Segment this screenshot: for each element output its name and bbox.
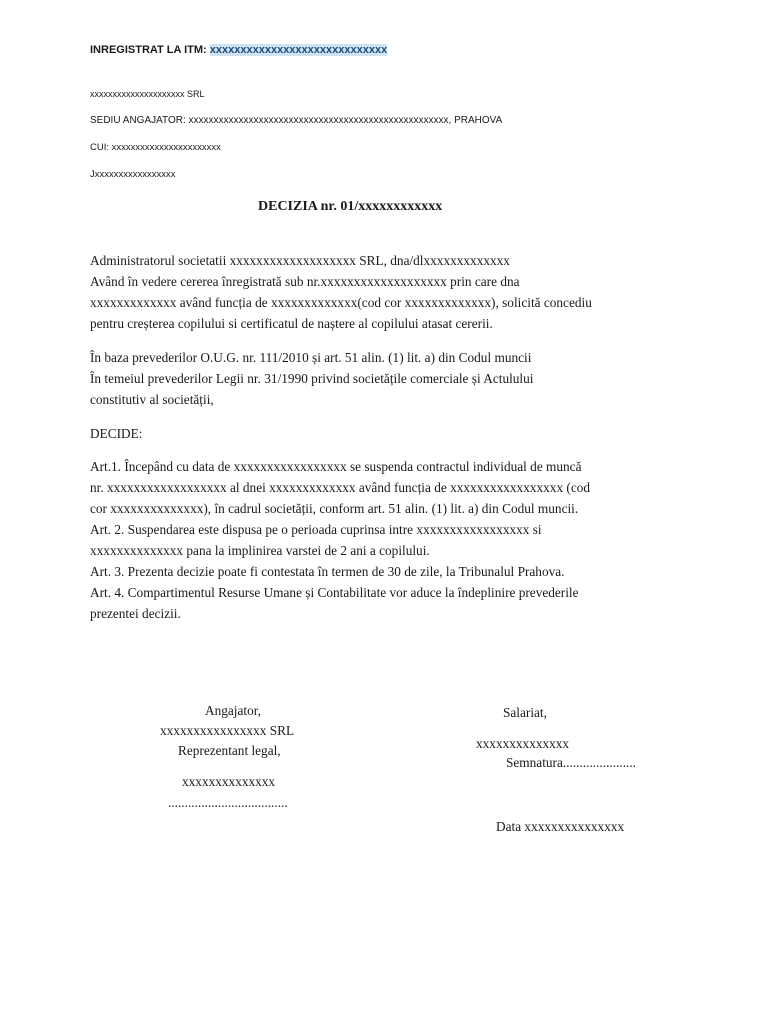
- employer-company: xxxxxxxxxxxxxxxx SRL: [160, 723, 295, 738]
- articles-paragraph: [90, 456, 690, 624]
- employer-rep-name: xxxxxxxxxxxxxx: [182, 774, 276, 789]
- article-line: cor xxxxxxxxxxxxxx), în cadrul societății, conform art. 51 alin. (1) lit. a) din Codul muncii.: [90, 501, 579, 516]
- employee-label: Salariat,: [503, 705, 547, 720]
- text-line: xxxxxxxxxxxxx având funcția de xxxxxxxxxxxxx(cod cor xxxxxxxxxxxxx), solicită concediu: [90, 295, 592, 310]
- legal-basis-paragraph: [90, 347, 690, 410]
- company-cui: CUI: xxxxxxxxxxxxxxxxxxxxxxx: [90, 142, 221, 153]
- itm-label: INREGISTRAT LA ITM:: [90, 44, 207, 56]
- intro-paragraph: [90, 250, 690, 334]
- article-line: nr. xxxxxxxxxxxxxxxxxx al dnei xxxxxxxxxxxxx având funcția de xxxxxxxxxxxxxxxxx (cod: [90, 480, 591, 495]
- itm-registration: [90, 44, 387, 56]
- text-line: Având în vedere cererea înregistrată sub nr.xxxxxxxxxxxxxxxxxxx prin care dna: [90, 274, 520, 289]
- company-name: xxxxxxxxxxxxxxxxxxxxx SRL: [90, 89, 205, 99]
- text-line: pentru creșterea copilului si certificatul de naștere al copilului atasat cererii.: [90, 316, 493, 331]
- decide-text: DECIDE:: [90, 426, 143, 441]
- employee-name: xxxxxxxxxxxxxx: [476, 736, 570, 751]
- article-line: xxxxxxxxxxxxxx pana la implinirea varstei de 2 ani a copilului.: [90, 543, 430, 558]
- employer-signature-line: ....................................: [168, 795, 288, 810]
- employer-address: SEDIU ANGAJATOR: xxxxxxxxxxxxxxxxxxxxxxxxxxxxxxxxxxxxxxxxxxxxxxxxxxxx, PRAHOVA: [90, 115, 503, 126]
- employee-signature-line: Semnatura......................: [506, 755, 636, 770]
- company-registry: Jxxxxxxxxxxxxxxxxx: [90, 169, 176, 180]
- article-line: Art. 4. Compartimentul Resurse Umane și Contabilitate vor aduce la îndeplinire prevederile: [90, 585, 579, 600]
- article-line: Art.1. Începând cu data de xxxxxxxxxxxxxxxxx se suspenda contractul individual de muncă: [90, 459, 582, 474]
- article-line: Art. 2. Suspendarea este dispusa pe o perioada cuprinsa intre xxxxxxxxxxxxxxxxx si: [90, 522, 542, 537]
- decision-title: DECIZIA nr. 01/xxxxxxxxxxxx: [258, 199, 443, 214]
- text-line: În baza prevederilor O.U.G. nr. 111/2010 și art. 51 alin. (1) lit. a) din Codul muncii: [90, 350, 532, 365]
- employer-label: Angajator,: [205, 703, 261, 718]
- itm-value: xxxxxxxxxxxxxxxxxxxxxxxxxxxxx: [209, 44, 388, 56]
- decide-heading: [90, 423, 690, 444]
- text-line: constitutiv al societății,: [90, 392, 214, 407]
- article-line: Art. 3. Prezenta decizie poate fi contestata în termen de 30 de zile, la Tribunalul Prahova.: [90, 564, 565, 579]
- employee-date: Data xxxxxxxxxxxxxxx: [496, 819, 625, 834]
- article-line: prezentei decizii.: [90, 606, 181, 621]
- text-line: Administratorul societatii xxxxxxxxxxxxxxxxxxx SRL, dna/dlxxxxxxxxxxxxx: [90, 253, 510, 268]
- text-line: În temeiul prevederilor Legii nr. 31/1990 privind societățile comerciale și Actulului: [90, 371, 534, 386]
- employer-rep-label: Reprezentant legal,: [178, 743, 281, 758]
